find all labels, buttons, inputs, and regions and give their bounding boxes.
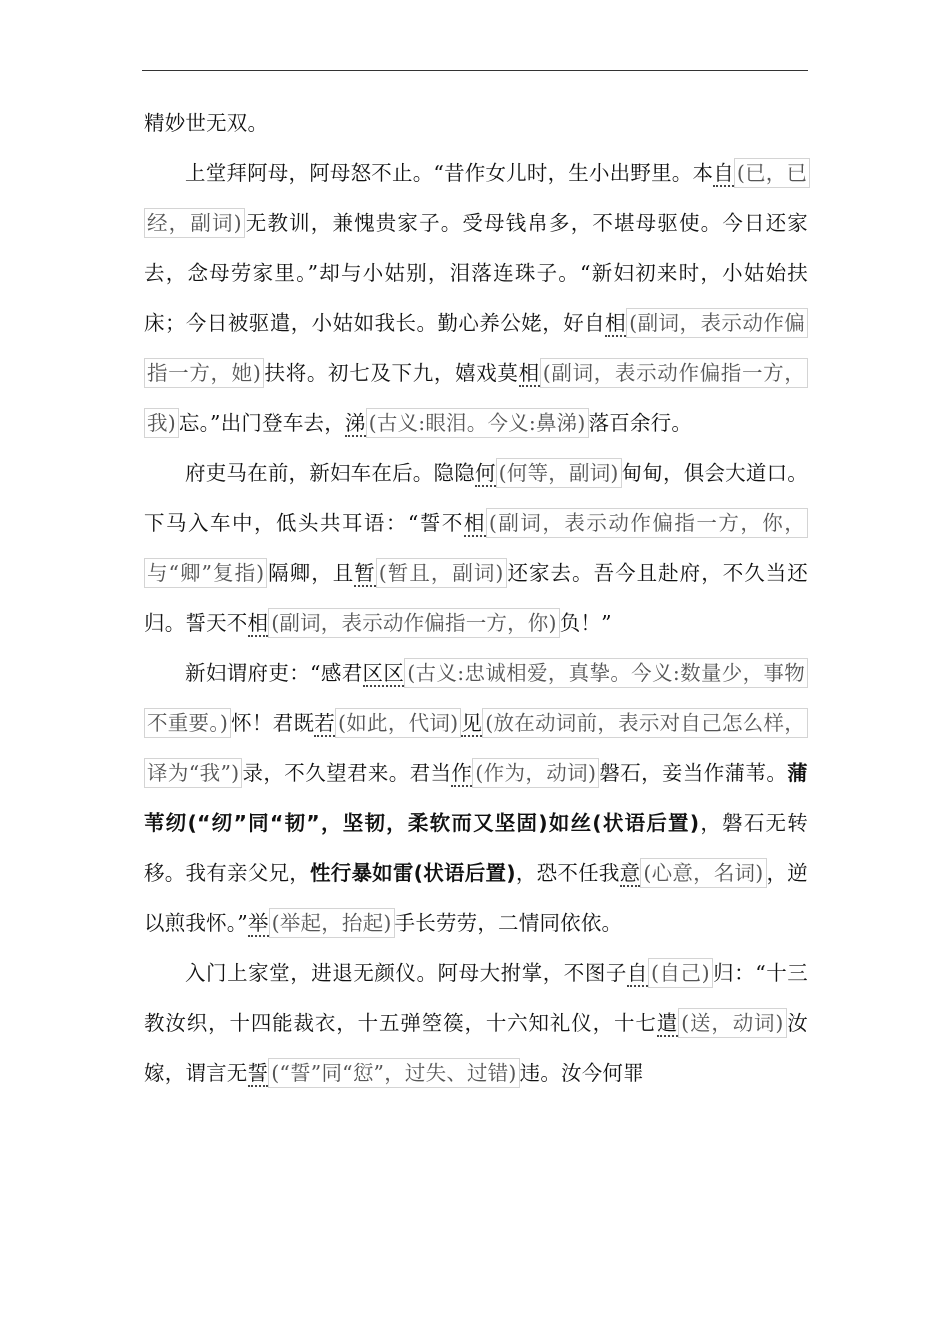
text-run: 无教训，兼愧贵家子。受母钱帛多，不堪母驱使。今日还家去，念母劳家里。”却与小姑别，泪落连珠子。“新妇初来时，小姑始扶床；今日被驱遣，小姑如我长。勤心养公姥，好自 <box>144 211 808 335</box>
text-run: ，逆以煎我怀。” <box>144 861 808 935</box>
glossed-word: 意 <box>619 861 641 885</box>
text-run: 落百余行。 <box>588 411 693 435</box>
gloss-note: (已，已经，副词) <box>144 158 810 238</box>
gloss-note: (副词，表示动作偏指一方，我) <box>144 358 808 438</box>
gloss-note: (副词，表示动作偏指一方，她) <box>144 308 808 388</box>
text-run: 扶将。初七及下九，嬉戏莫 <box>264 361 519 385</box>
glossed-word: 何 <box>474 461 496 485</box>
gloss-note: (何等，副词) <box>496 458 622 488</box>
glossed-word: 相 <box>518 361 540 385</box>
text-run: 府吏马在前，新妇车在后。隐隐 <box>185 461 475 485</box>
paragraph <box>144 148 808 448</box>
gloss-note: (如此，代词) <box>335 708 461 738</box>
grammar-note: 如丝(状语后置) <box>547 811 700 835</box>
header-rule <box>142 70 808 71</box>
paragraph <box>144 448 808 648</box>
text-run: 隔卿，且 <box>267 561 355 585</box>
paragraph <box>144 648 808 948</box>
gloss-note: (心意，名词) <box>640 858 766 888</box>
glossed-word: 自 <box>626 961 648 985</box>
glossed-word: 见 <box>461 711 483 735</box>
gloss-note: (古义:眼泪。今义:鼻涕) <box>366 408 589 438</box>
glossed-word: 若 <box>314 711 335 735</box>
gloss-note: (副词，表示动作偏指一方，你，与“卿”复指) <box>144 508 808 588</box>
text-run: 录，不久望君来。君当 <box>242 761 452 785</box>
glossed-word: 遣 <box>656 1011 679 1035</box>
text-run: 甸甸，俱会大道口。下马入车中，低头共耳语：“誓不 <box>144 461 808 535</box>
glossed-word: 誓 <box>247 1061 269 1085</box>
glossed-word: 涕 <box>344 411 366 435</box>
text-run: 汝嫁，谓言无 <box>144 1011 808 1085</box>
glossed-word: 相 <box>247 611 269 635</box>
gloss-note: (送，动词) <box>678 1008 787 1038</box>
text-run: ，恐不任我 <box>515 861 620 885</box>
gloss-note: (举起，抬起) <box>269 908 395 938</box>
glossed-word: 相 <box>463 511 486 535</box>
glossed-word: 作 <box>451 761 473 785</box>
paragraph <box>144 98 808 148</box>
text-run: 负！” <box>559 611 612 635</box>
gloss-note: (“誓”同“愆”，过失、过错) <box>268 1058 519 1088</box>
text-run: 精妙世无双。 <box>144 111 269 135</box>
glossed-word: 自 <box>713 161 734 185</box>
glossed-word: 暂 <box>354 561 376 585</box>
glossed-word: 举 <box>247 911 269 935</box>
gloss-note: (古义:忠诚相爱，真挚。今义:数量少，事物不重要。) <box>144 658 808 738</box>
text-run: 手长劳劳，二情同依依。 <box>394 911 623 935</box>
text-run: 磐石，妾当作蒲苇。 <box>599 761 788 785</box>
gloss-note: (暂且，副词) <box>376 558 507 588</box>
text-run: 新妇谓府吏：“感君 <box>185 661 363 685</box>
text-run: 还家去。吾今且赴府，不久当还归。誓天不 <box>144 561 808 635</box>
text-run: 上堂拜阿母，阿母怒不止。“昔作女儿时，生小出野里。本 <box>185 161 714 185</box>
document-body <box>144 98 808 1098</box>
text-run: 怀！君既 <box>231 711 315 735</box>
text-run: 违。汝今何罪 <box>519 1061 644 1085</box>
glossed-word: 区区 <box>362 661 405 685</box>
grammar-note: 蒲苇纫(“纫”同“韧”，坚韧，柔软而又坚固) <box>144 761 808 835</box>
grammar-note: 性行暴如雷(状语后置) <box>309 861 516 885</box>
gloss-note: (放在动词前，表示对自己怎么样，译为“我”) <box>144 708 808 788</box>
paragraph <box>144 948 808 1098</box>
glossed-word: 相 <box>605 311 627 335</box>
text-run: 入门上家堂，进退无颜仪。阿母大拊掌，不图子 <box>185 961 627 985</box>
gloss-note: (自己) <box>648 958 713 988</box>
gloss-note: (副词，表示动作偏指一方，你) <box>268 608 560 638</box>
text-run: 归：“十三教汝织，十四能裁衣，十五弹箜篌，十六知礼仪，十七 <box>144 961 808 1035</box>
text-run: ，磐石无转移。我有亲父兄， <box>144 811 808 885</box>
gloss-note: (作为，动词) <box>472 758 599 788</box>
text-run: 忘。”出门登车去， <box>178 411 345 435</box>
